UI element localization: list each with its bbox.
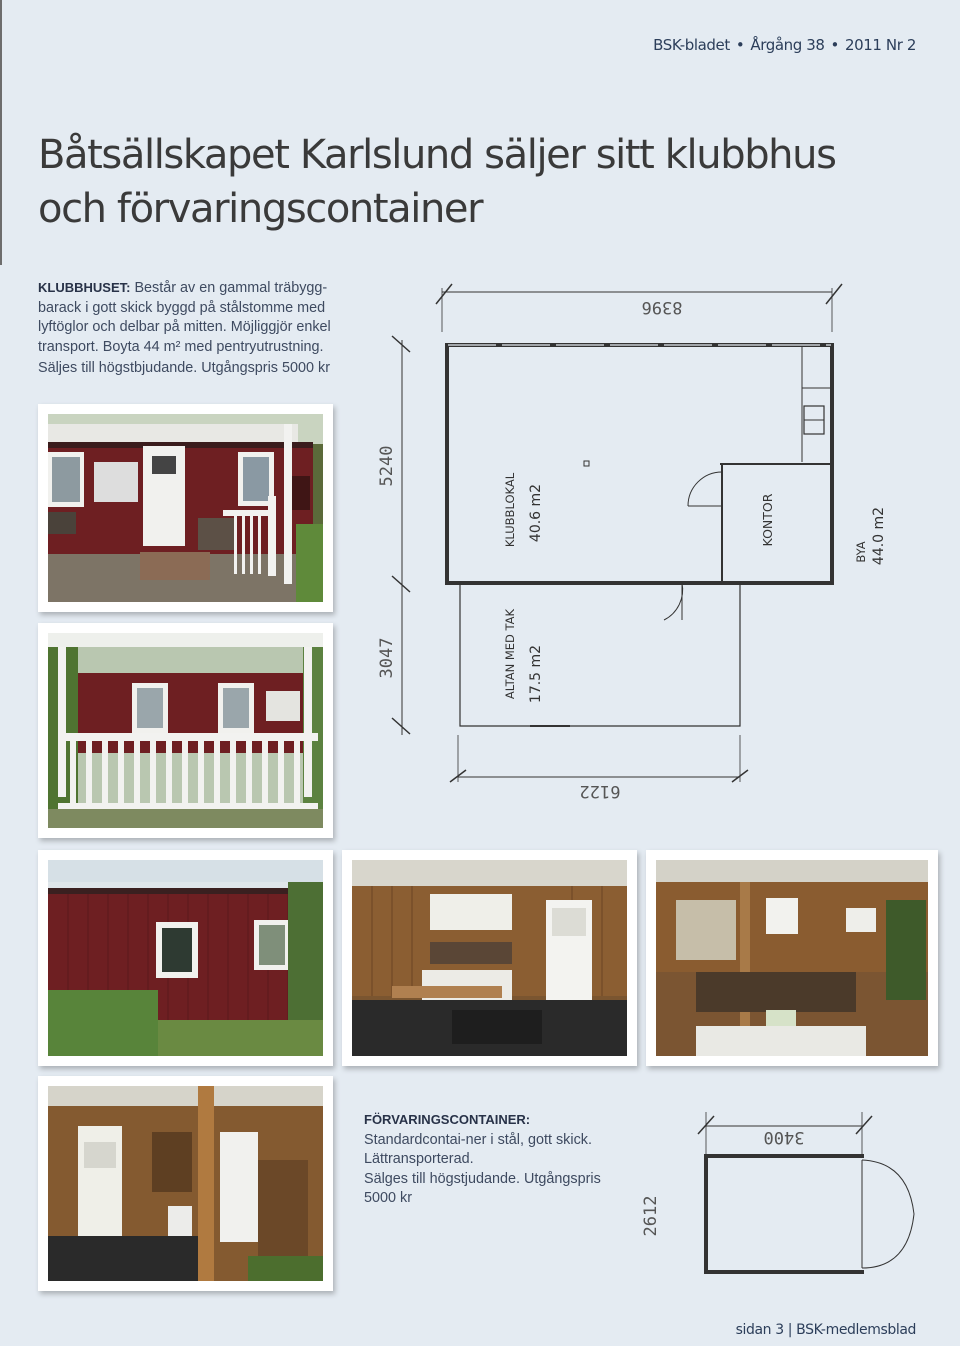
footer-divider: | (787, 1322, 793, 1338)
header-separator: • (735, 36, 745, 54)
photo-clubhouse-railing (38, 623, 333, 838)
clubhouse-description (38, 278, 343, 379)
container-floor-plan (630, 1100, 930, 1290)
volume: Årgång 38 (750, 36, 825, 54)
room-label-club: KLUBBLOKAL (503, 472, 517, 548)
bya-area: 44.0 m2 (871, 506, 887, 566)
room-area-club: 40.6 m2 (528, 483, 544, 543)
room-label-office: KONTOR (760, 493, 775, 547)
clubhouse-price: Säljes till högstbjudande. Utgångspris 5000 kr (38, 360, 330, 376)
dimension-bottom: 6122 (579, 781, 621, 801)
clubhouse-lead: KLUBBHUSET: (38, 280, 131, 295)
container-wall (706, 1156, 862, 1272)
page-footer (736, 1322, 916, 1338)
clubhouse-floor-plan (370, 270, 887, 810)
photo-clubhouse-office (38, 1076, 333, 1291)
bya-label: BYA (854, 541, 868, 563)
photo-clubhouse-side (38, 850, 333, 1066)
container-description (364, 1110, 634, 1209)
container-dimension-height: 2612 (641, 1195, 661, 1237)
dimension-porch-height: 3047 (377, 637, 397, 679)
publication-name: BSK-bladet (653, 36, 730, 54)
container-price: Sälges till högstjudande. Utgångspris 5000 kr (364, 1170, 601, 1206)
footer-publication: BSK-medlemsblad (796, 1322, 916, 1338)
photo-clubhouse-porch (38, 404, 333, 612)
page-title (38, 128, 918, 236)
photo-clubhouse-kitchen (342, 850, 637, 1066)
porch-area: 17.5 m2 (528, 644, 544, 704)
issue: 2011 Nr 2 (844, 36, 916, 54)
porch-label: ALTAN MED TAK (503, 608, 517, 700)
margin-rule (0, 0, 2, 265)
container-dimension-width: 3400 (763, 1127, 805, 1147)
title-line-1: Båtsällskapet Karlslund säljer sitt klubbhus (38, 132, 836, 178)
header-separator: • (830, 36, 839, 54)
page-number: sidan 3 (735, 1322, 784, 1338)
porch-outline (460, 583, 740, 726)
running-header (653, 36, 916, 54)
dimension-main-height: 5240 (377, 445, 397, 487)
photo-clubhouse-meeting-room (646, 850, 938, 1066)
container-text: Standardcontai-ner i stål, gott skick. Lättransporterad. (364, 1131, 592, 1167)
clubhouse-text: Består av en gammal träbygg-barack i gott skick byggd på stålstomme med lyftöglor och delbar på mitten. Möjliggjör enkel transport. Boyta 44 m² med pentryutrustning. (38, 280, 331, 355)
title-line-2: och förvaringscontainer (38, 186, 483, 232)
dimension-top: 8396 (641, 297, 683, 317)
container-lead: FÖRVARINGSCONTAINER: (364, 1112, 531, 1127)
